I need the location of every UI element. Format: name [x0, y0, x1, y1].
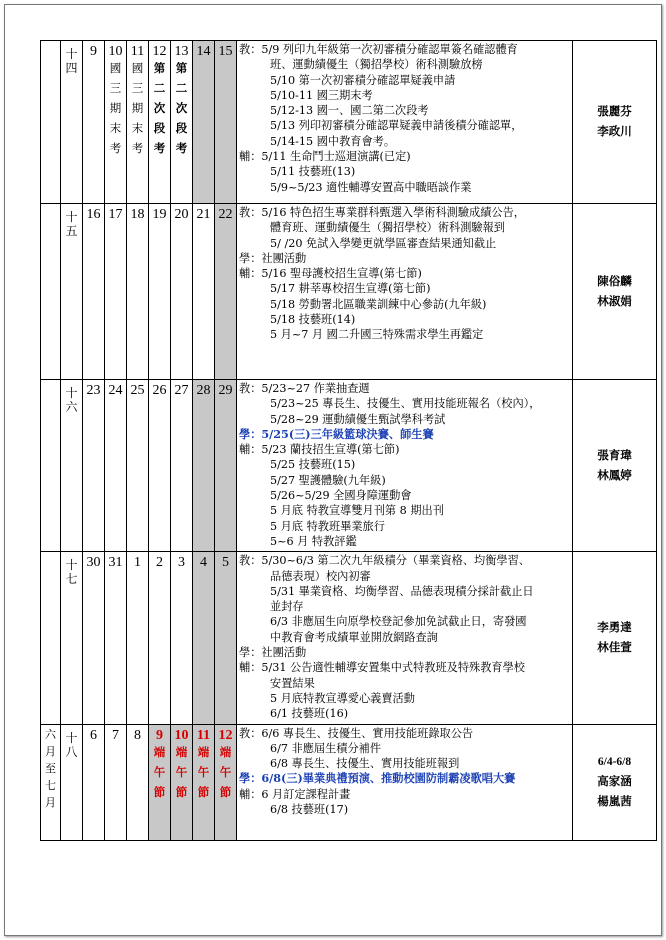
- day-number: 10: [174, 727, 189, 743]
- day-number: 11: [130, 44, 145, 59]
- day-note-char: 期: [131, 103, 144, 115]
- day-number: 25: [130, 383, 145, 398]
- day-number: 20: [174, 207, 189, 222]
- day-number: 22: [218, 207, 233, 222]
- week-row: [41, 380, 657, 552]
- day-cell: [83, 724, 105, 840]
- week-number-cell: [61, 724, 83, 840]
- day-note-char: 次: [153, 103, 166, 115]
- day-note-char: 二: [153, 83, 166, 95]
- day-number: 30: [86, 555, 101, 571]
- day-number: 12: [218, 727, 233, 743]
- week-number-cell: [61, 41, 83, 204]
- day-cell: [215, 724, 237, 840]
- event-subline: 品德表現）校內初審: [270, 569, 371, 583]
- day-note-char: 考: [153, 143, 166, 155]
- week-row: [41, 204, 657, 380]
- event-subline: 5/9~5/23 適性輔導安置高中職晤談作業: [270, 180, 472, 194]
- event-line: 教：5/9 列印九年級第一次初審積分確認單簽名確認體育: [239, 43, 518, 56]
- event-line: 輔：5/31 公告適性輔導安置集中式特教班及特殊教育學校: [239, 661, 525, 675]
- day-number: 21: [196, 207, 211, 222]
- event-subline: 5 月底 特教宣導雙月刊第 8 期出刊: [270, 504, 444, 518]
- day-cell: [105, 552, 127, 724]
- event-subline: 中教育會考成績單並開放網路查詢: [270, 630, 438, 644]
- day-cell: [171, 41, 193, 204]
- day-note-char: 第: [175, 63, 188, 75]
- day-number: 8: [134, 727, 141, 743]
- responsible-staff-cell: [573, 204, 657, 380]
- week-char: 十: [65, 47, 78, 61]
- day-number: 7: [112, 727, 119, 743]
- day-number: 28: [196, 383, 211, 398]
- day-note-char: 末: [109, 123, 122, 135]
- week-number-cell: [61, 380, 83, 552]
- event-line: 學：5/25(三)三年級籃球決賽、師生賽: [239, 426, 434, 441]
- day-note-char: 第: [153, 63, 166, 75]
- day-cell: [193, 204, 215, 380]
- event-subline: 並封存: [270, 600, 304, 614]
- day-cell: [83, 380, 105, 552]
- day-number: 19: [152, 207, 167, 222]
- events-cell: [237, 724, 573, 840]
- day-cell: [215, 380, 237, 552]
- day-note-char: 國: [109, 63, 122, 75]
- day-cell: [171, 380, 193, 552]
- month-char: 月: [45, 745, 56, 758]
- event-line: 輔：6 月訂定課程計畫: [239, 787, 351, 801]
- day-note-char: 段: [153, 123, 166, 135]
- event-line: 學：6/8(三)畢業典禮預演、推動校園防制霸凌歌唱大賽: [239, 771, 516, 786]
- day-number: 29: [218, 383, 233, 398]
- week-char: 四: [65, 61, 78, 75]
- event-subline: 6/1 技藝班(16): [270, 707, 349, 721]
- events-cell: [237, 552, 573, 724]
- month-char: 六: [45, 728, 56, 741]
- day-note-char: 末: [131, 123, 144, 135]
- day-number: 11: [196, 727, 211, 743]
- event-subline: 5/27 聖護體驗(九年級): [270, 473, 386, 487]
- day-cell: [127, 724, 149, 840]
- day-note-char: 期: [109, 103, 122, 115]
- day-note-char: 午: [219, 766, 232, 779]
- day-number: 13: [174, 44, 189, 59]
- day-cell: [193, 380, 215, 552]
- day-cell: [149, 204, 171, 380]
- event-subline: 6/7 非應屆生積分補件: [270, 741, 382, 755]
- staff-name: 高家涵: [597, 776, 632, 789]
- event-subline: 6/8 專長生、技優生、實用技能班報到: [270, 757, 460, 771]
- staff-name: 楊嵐茜: [597, 796, 632, 809]
- event-line: 學：社團活動: [239, 251, 307, 265]
- event-subline: 5/14-15 國中教育會考。: [270, 134, 396, 148]
- week-row: [41, 724, 657, 840]
- day-note-char: 三: [131, 83, 144, 95]
- staff-name: 林佳萱: [597, 641, 632, 654]
- day-number: 2: [156, 555, 163, 571]
- event-line: 教：6/6 專長生、技優生、實用技能班錄取公告: [239, 726, 474, 740]
- event-subline: 5 月底特教宣導愛心義賣活動: [270, 691, 415, 705]
- events-cell: [237, 380, 573, 552]
- event-subline: 5/17 耕莘專校招生宣導(第七節): [270, 282, 431, 296]
- event-subline: 5/31 畢業資格、均衡學習、品德表現積分採計截止日: [270, 584, 534, 598]
- month-cell: [41, 204, 61, 380]
- day-cell: [215, 41, 237, 204]
- day-number: 16: [86, 207, 101, 222]
- events-cell: [237, 41, 573, 204]
- event-line: 教：5/16 特色招生專業群科甄選入學術科測驗成績公告，: [239, 206, 525, 219]
- day-cell: [83, 41, 105, 204]
- day-note-char: 考: [109, 143, 122, 155]
- week-char: 十: [65, 558, 78, 573]
- responsible-staff-cell: [573, 41, 657, 204]
- staff-name: 李勇達: [597, 621, 632, 634]
- event-subline: 5/10 第一次初審積分確認單疑義申請: [270, 73, 456, 87]
- week-char: 六: [65, 400, 78, 414]
- week-char: 八: [65, 744, 78, 759]
- week-char: 五: [65, 224, 78, 238]
- day-cell: [105, 204, 127, 380]
- event-subline: 5 月~7 月 國二升國三特殊需求學生再鑑定: [270, 328, 484, 342]
- staff-name: 陳俗麟: [597, 275, 632, 288]
- day-cell: [193, 552, 215, 724]
- day-number: 10: [108, 44, 123, 59]
- month-cell: [41, 552, 61, 724]
- day-cell: [215, 204, 237, 380]
- event-subline: 5/18 勞動署北區職業訓練中心參訪(九年級): [270, 297, 487, 311]
- day-note-char: 午: [197, 766, 210, 779]
- day-cell: [105, 41, 127, 204]
- day-note-char: 考: [175, 143, 188, 155]
- event-subline: 5/23~25 專長生、技優生、實用技能班報名（校內），: [270, 397, 541, 411]
- event-line: 教：5/30~6/3 第二次九年級積分（畢業資格、均衡學習、: [239, 554, 530, 568]
- month-char: 七: [45, 779, 56, 792]
- month-cell: [41, 380, 61, 552]
- responsible-staff-cell: [573, 724, 657, 840]
- event-subline: 班、運動績優生（獨招學校）術科測驗放榜: [270, 58, 483, 72]
- day-number: 9: [156, 727, 163, 743]
- event-line: 輔：5/23 蘭技招生宣導(第七節): [239, 443, 400, 457]
- day-note-char: 節: [197, 786, 210, 799]
- day-cell: [127, 204, 149, 380]
- staff-name: 林淑娟: [597, 295, 632, 308]
- event-subline: 5/12-13 國一、國二第二次段考: [270, 104, 429, 118]
- week-number-cell: [61, 204, 83, 380]
- day-note-char: 節: [175, 786, 188, 799]
- day-number: 18: [130, 207, 145, 222]
- event-subline: 5/18 技藝班(14): [270, 313, 356, 327]
- event-subline: 5/25 技藝班(15): [270, 458, 356, 472]
- day-number: 12: [152, 44, 167, 59]
- day-number: 26: [152, 383, 167, 398]
- day-cell: [149, 552, 171, 724]
- day-note-char: 考: [131, 143, 144, 155]
- day-number: 14: [196, 44, 211, 59]
- day-number: 27: [174, 383, 189, 398]
- day-cell: [105, 380, 127, 552]
- event-subline: 5/13 列印初審積分確認單疑義申請後積分確認單，: [270, 119, 523, 133]
- day-note-char: 二: [175, 83, 188, 95]
- day-cell: [171, 204, 193, 380]
- day-number: 15: [218, 44, 233, 59]
- events-cell: [237, 204, 573, 380]
- day-number: 17: [108, 207, 123, 222]
- staff-name: 李政川: [597, 126, 632, 138]
- week-row: [41, 41, 657, 204]
- month-cell: [41, 41, 61, 204]
- day-note-char: 端: [153, 746, 166, 759]
- event-subline: 安置結果: [270, 676, 315, 690]
- event-subline: 5/28~29 運動績優生甄試學科考試: [270, 412, 446, 426]
- event-subline: 6/3 非應屆生向原學校登記參加免試截止日，寄發國: [270, 615, 527, 629]
- week-number-cell: [61, 552, 83, 724]
- day-cell: [171, 552, 193, 724]
- week-row: [41, 552, 657, 724]
- week-char: 七: [65, 572, 78, 587]
- day-note-char: 午: [153, 766, 166, 779]
- day-number: 4: [200, 555, 207, 571]
- day-note-char: 節: [153, 786, 166, 799]
- event-subline: 5/26~5/29 全國身障運動會: [270, 489, 412, 503]
- month-cell: [41, 724, 61, 840]
- staff-name: 林鳳婷: [597, 469, 632, 482]
- responsible-staff-cell: [573, 380, 657, 552]
- day-number: 9: [90, 44, 97, 59]
- day-cell: [171, 724, 193, 840]
- month-char: 至: [45, 762, 56, 775]
- week-char: 十: [65, 210, 78, 224]
- week-char: 十: [65, 386, 78, 400]
- event-subline: 5~6 月 特教評鑑: [270, 534, 357, 548]
- day-cell: [105, 724, 127, 840]
- staff-name: 張麗芬: [597, 106, 632, 118]
- event-subline: 5 月底 特教班畢業旅行: [270, 519, 385, 533]
- day-note-char: 國: [131, 63, 144, 75]
- event-subline: 5/11 技藝班(13): [270, 165, 356, 179]
- day-cell: [127, 380, 149, 552]
- day-cell: [215, 552, 237, 724]
- day-note-char: 次: [175, 103, 188, 115]
- staff-name: 6/4-6/8: [597, 756, 632, 769]
- day-note-char: 三: [109, 83, 122, 95]
- day-cell: [149, 724, 171, 840]
- day-cell: [193, 41, 215, 204]
- school-calendar-table: [40, 40, 657, 841]
- staff-name: 張育瑋: [597, 449, 632, 462]
- event-line: 學：社團活動: [239, 646, 307, 660]
- day-cell: [83, 204, 105, 380]
- event-subline: 5/ /20 免試入學變更就學區審查結果通知截止: [270, 236, 497, 250]
- day-number: 23: [86, 383, 101, 398]
- event-subline: 6/8 技藝班(17): [270, 803, 349, 817]
- day-number: 1: [134, 555, 141, 571]
- day-cell: [127, 41, 149, 204]
- event-line: 輔：5/16 聖母護校招生宣導(第七節): [239, 267, 422, 281]
- day-note-char: 端: [175, 746, 188, 759]
- day-cell: [83, 552, 105, 724]
- day-note-char: 端: [197, 746, 210, 759]
- day-number: 6: [90, 727, 97, 743]
- day-number: 3: [178, 555, 185, 571]
- day-cell: [149, 41, 171, 204]
- day-number: 5: [222, 555, 229, 571]
- day-number: 31: [108, 555, 123, 571]
- day-cell: [149, 380, 171, 552]
- month-char: 月: [45, 796, 56, 809]
- day-note-char: 午: [175, 766, 188, 779]
- event-line: 輔：5/11 生命鬥士巡迴演講(已定): [239, 150, 411, 164]
- week-char: 十: [65, 730, 78, 745]
- day-note-char: 段: [175, 123, 188, 135]
- day-number: 24: [108, 383, 123, 398]
- day-cell: [193, 724, 215, 840]
- day-note-char: 端: [219, 746, 232, 759]
- day-note-char: 節: [219, 786, 232, 799]
- day-cell: [127, 552, 149, 724]
- responsible-staff-cell: [573, 552, 657, 724]
- event-subline: 5/10-11 國三期末考: [270, 88, 373, 102]
- event-line: 教：5/23~27 作業抽查週: [239, 382, 370, 395]
- event-subline: 體育班、運動績優生（獨招學校）術科測驗報到: [270, 221, 505, 235]
